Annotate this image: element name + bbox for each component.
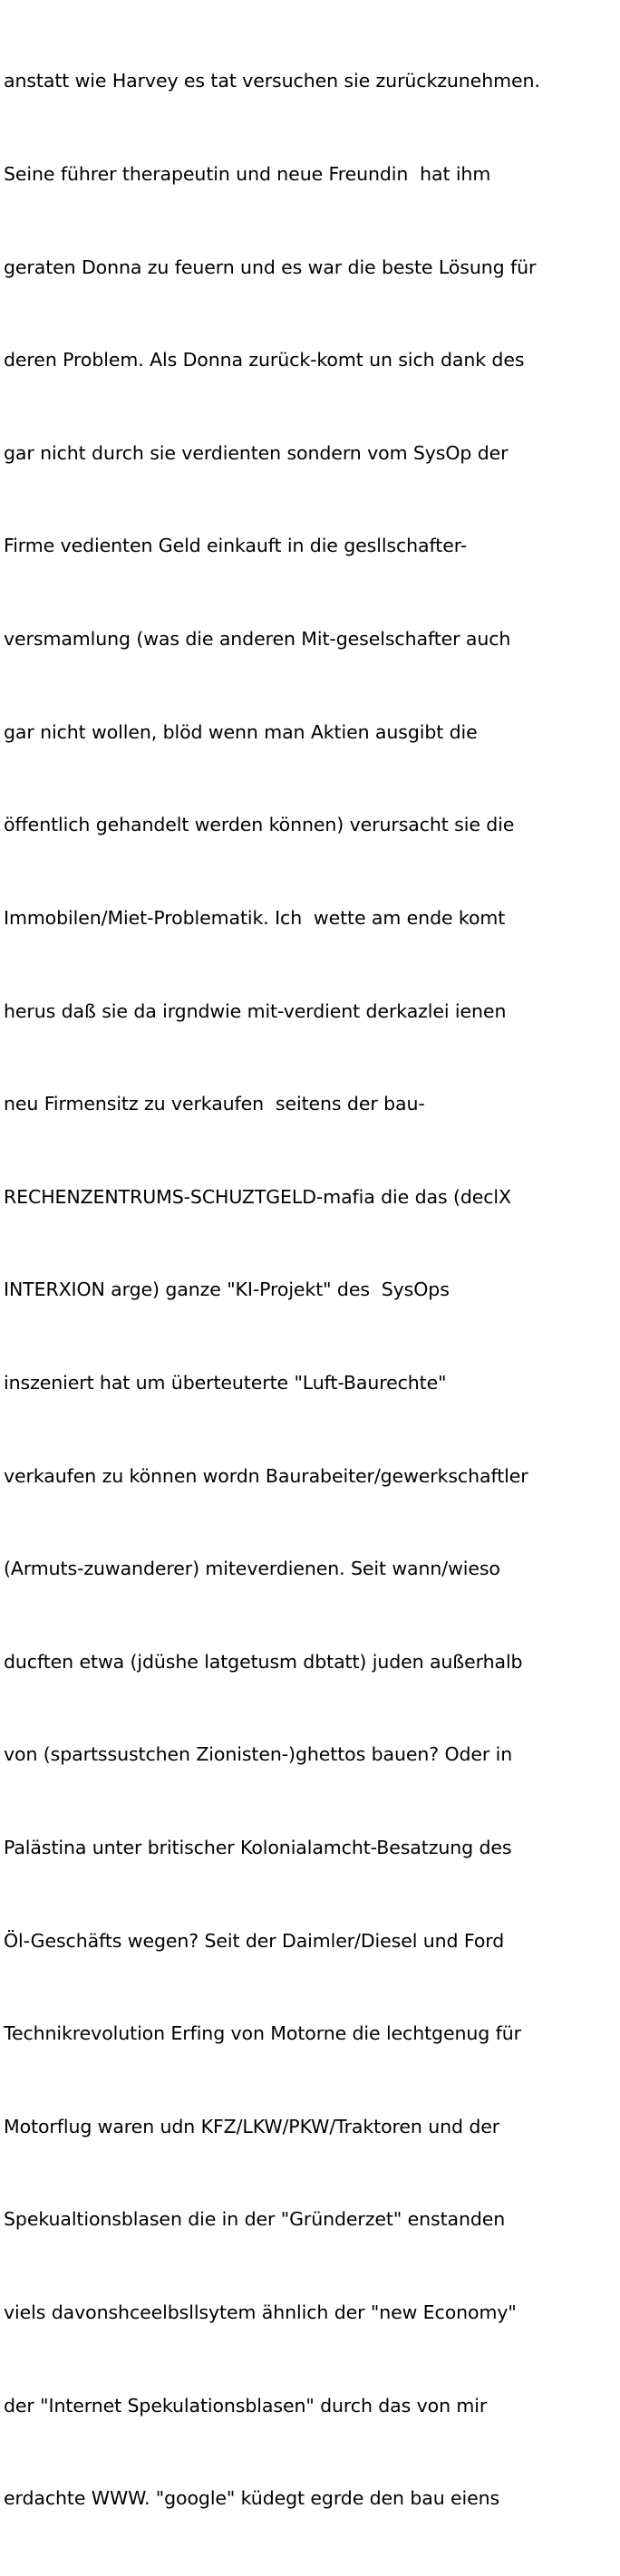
text-line: INTERXION arge) ganze "KI-Projekt" des SysOps bbox=[4, 1278, 450, 1301]
text-line: geraten Donna zu feuern und es war die beste Lösung für bbox=[4, 256, 537, 278]
text-line: verkaufen zu können wordn Baurabeiter/gewerkschaftler bbox=[4, 1464, 528, 1487]
document-text-body bbox=[4, 4, 616, 2576]
text-line: Seine führer therapeutin und neue Freundin hat ihm bbox=[4, 163, 491, 186]
text-line: gar nicht wollen, blöd wenn man Aktien ausgibt die bbox=[4, 720, 478, 743]
text-line: Firme vedienten Geld einkauft in die gesllschafter- bbox=[4, 535, 468, 557]
text-line: erdachte WWW. "google" küdegt egrde den bau eiens bbox=[4, 2487, 500, 2510]
text-line: viels davonshceelbsllsytem ähnlich der "new Economy" bbox=[4, 2301, 517, 2324]
text-line: herus daß sie da irgndwie mit-verdient derkazlei ienen bbox=[4, 999, 507, 1022]
text-line: Technikrevolution Erfing von Motorne die lechtgenug für bbox=[4, 2022, 521, 2045]
text-line: gar nicht durch sie verdienten sondern vom SysOp der bbox=[4, 441, 509, 464]
text-line: ducften etwa (jdüshe latgetusm dbtatt) juden außerhalb bbox=[4, 1650, 523, 1673]
text-line: anstatt wie Harvey es tat versuchen sie zurückzunehmen. bbox=[4, 70, 540, 92]
text-line: (Armuts-zuwanderer) miteverdienen. Seit wann/wieso bbox=[4, 1558, 500, 1580]
text-line: Öl-Geschäfts wegen? Seit der Daimler/Diesel und Ford bbox=[4, 1929, 505, 1952]
text-line: versmamlung (was die anderen Mit-geselschafter auch bbox=[4, 628, 511, 651]
text-line: von (spartssustchen Zionisten-)ghettos bauen? Oder in bbox=[4, 1743, 513, 1766]
text-line: Palästina unter britischer Kolonialamcht-Besatzung des bbox=[4, 1836, 512, 1858]
text-line: der "Internet Spekulationsblasen" durch das von mir bbox=[4, 2394, 488, 2417]
text-line: Immobilen/Miet-Problematik. Ich wette am ende komt bbox=[4, 906, 506, 929]
text-line: RECHENZENTRUMS-SCHUZTGELD-mafia die das (declX bbox=[4, 1185, 511, 1208]
text-line: inszeniert hat um überteuterte "Luft-Baurechte" bbox=[4, 1371, 447, 1394]
text-line: Motorflug waren udn KFZ/LKW/PKW/Traktoren und der bbox=[4, 2115, 500, 2137]
text-line: öffentlich gehandelt werden können) verursacht sie die bbox=[4, 814, 515, 836]
text-line: neu Firmensitz zu verkaufen seitens der bau- bbox=[4, 1093, 425, 1115]
text-line: Spekualtionsblasen die in der "Gründerzet" enstanden bbox=[4, 2208, 506, 2231]
text-line: deren Problem. Als Donna zurück-komt un sich dank des bbox=[4, 349, 525, 371]
